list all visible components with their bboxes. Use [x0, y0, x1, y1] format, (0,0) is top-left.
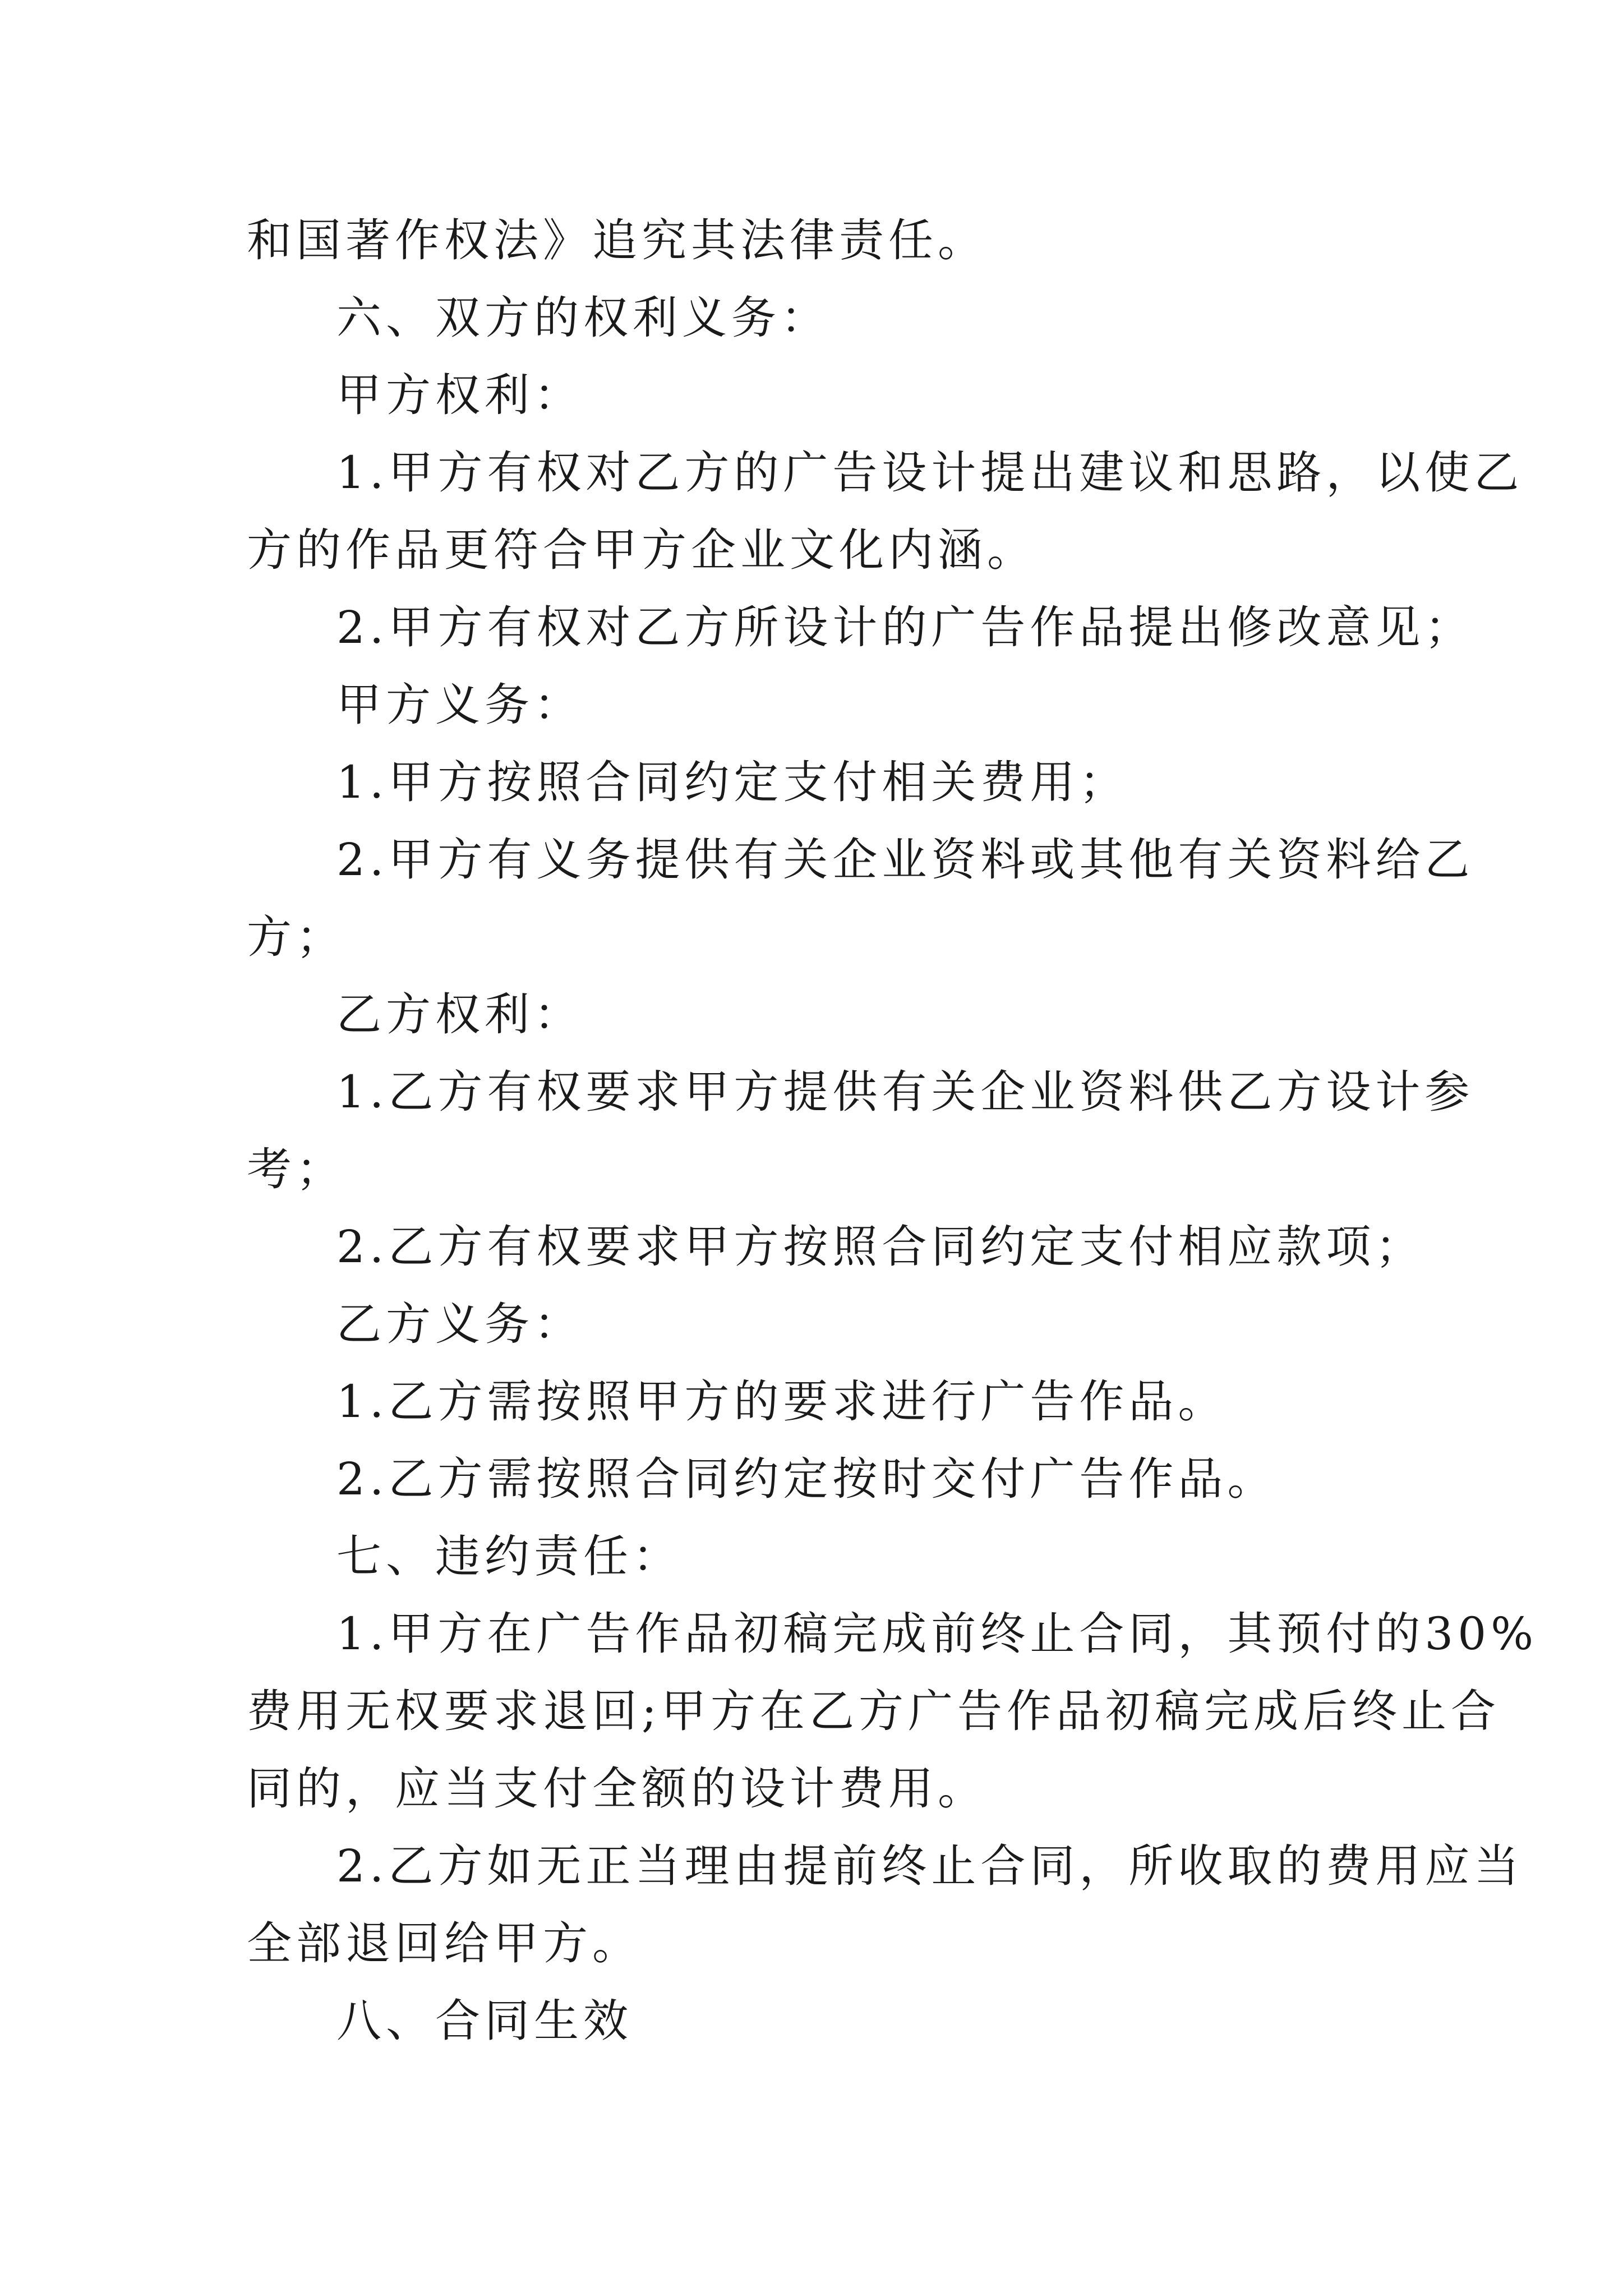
text-line: 1.乙方有权要求甲方提供有关企业资料供乙方设计参 — [336, 1066, 1474, 1118]
text-line: 和国著作权法》追究其法律责任。 — [247, 214, 987, 266]
text-line: 八、合同生效 — [336, 1995, 633, 2047]
text-line: 1.甲方有权对乙方的广告设计提出建议和思路，以使乙 — [336, 447, 1524, 499]
text-line: 1.甲方在广告作品初稿完成前终止合同，其预付的30% — [336, 1608, 1538, 1660]
text-line: 1.甲方按照合同约定支付相关费用； — [336, 756, 1129, 808]
text-line: 2.甲方有义务提供有关企业资料或其他有关资料给乙 — [336, 834, 1474, 886]
text-line: 考； — [247, 1143, 345, 1195]
text-line: 费用无权要求退回;甲方在乙方广告作品初稿完成后终止合 — [247, 1685, 1500, 1737]
text-line: 1.乙方需按照甲方的要求进行广告作品。 — [336, 1375, 1228, 1428]
text-line: 2.乙方如无正当理由提前终止合同，所收取的费用应当 — [336, 1840, 1524, 1892]
text-line: 同的，应当支付全额的设计费用。 — [247, 1763, 987, 1815]
text-line: 2.乙方有权要求甲方按照合同约定支付相应款项； — [336, 1221, 1425, 1273]
text-line: 七、违约责任： — [336, 1530, 682, 1582]
text-line: 2.乙方需按照合同约定按时交付广告作品。 — [336, 1453, 1277, 1505]
text-line: 全部退回给甲方。 — [247, 1917, 642, 1970]
text-line: 乙方权利： — [336, 988, 583, 1041]
text-line: 方； — [247, 911, 345, 963]
text-line: 方的作品更符合甲方企业文化内涵。 — [247, 524, 1036, 576]
text-line: 2.甲方有权对乙方所设计的广告作品提出修改意见； — [336, 601, 1474, 654]
text-line: 乙方义务： — [336, 1298, 583, 1350]
text-line: 甲方义务： — [336, 679, 583, 731]
text-line: 甲方权利： — [336, 369, 583, 421]
document-page — [247, 202, 1538, 2060]
text-line: 六、双方的权利义务： — [336, 292, 830, 344]
